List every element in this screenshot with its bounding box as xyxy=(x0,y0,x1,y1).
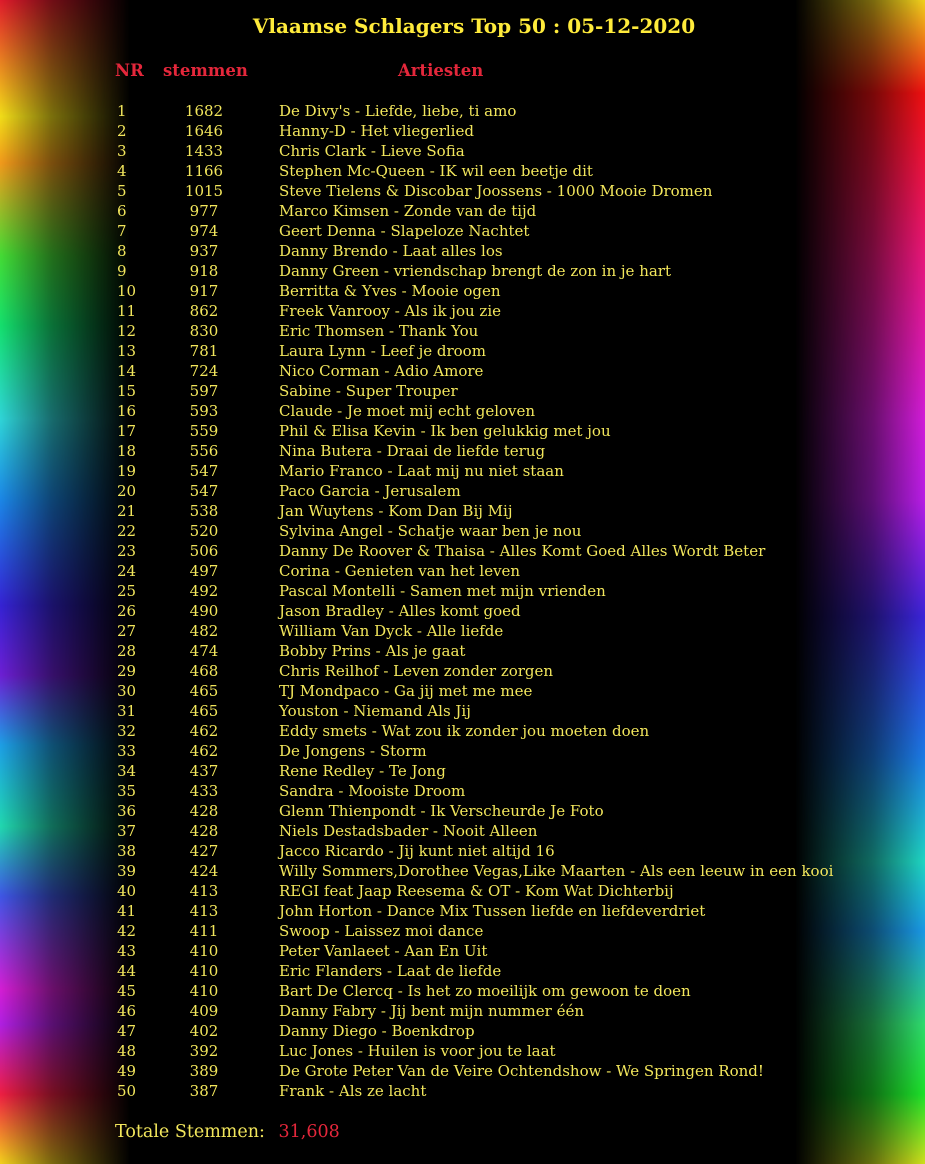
rank-number: 19 xyxy=(117,462,137,480)
rank-number: 21 xyxy=(117,502,137,520)
vote-count: 413 xyxy=(189,882,219,900)
rank-number: 25 xyxy=(117,582,137,600)
vote-count: 559 xyxy=(189,422,219,440)
rank-number: 42 xyxy=(117,922,137,940)
rank-number: 32 xyxy=(117,722,137,740)
song-title: Danny De Roover & Thaisa - Alles Komt Goed Alles Wordt Beter xyxy=(279,542,766,560)
list-item xyxy=(0,621,925,641)
song-title: Rene Redley - Te Jong xyxy=(279,762,446,780)
list-item xyxy=(0,321,925,341)
list-item xyxy=(0,941,925,961)
vote-count: 520 xyxy=(189,522,219,540)
vote-count: 413 xyxy=(189,902,219,920)
list-item xyxy=(0,601,925,621)
list-item xyxy=(0,561,925,581)
list-item xyxy=(0,141,925,161)
list-item xyxy=(0,641,925,661)
column-header-artists: Artiesten xyxy=(398,61,484,80)
vote-count: 468 xyxy=(189,662,219,680)
rank-number: 18 xyxy=(117,442,137,460)
vote-count: 490 xyxy=(189,602,219,620)
list-item xyxy=(0,681,925,701)
rank-number: 47 xyxy=(117,1022,137,1040)
rank-number: 10 xyxy=(117,282,137,300)
vote-count: 482 xyxy=(189,622,219,640)
list-item xyxy=(0,281,925,301)
song-title: Swoop - Laissez moi dance xyxy=(279,922,484,940)
rank-number: 2 xyxy=(117,122,127,140)
song-title: Claude - Je moet mij echt geloven xyxy=(279,402,536,420)
list-item xyxy=(0,221,925,241)
list-item xyxy=(0,421,925,441)
rank-number: 11 xyxy=(117,302,137,320)
rank-number: 16 xyxy=(117,402,137,420)
song-title: Youston - Niemand Als Jij xyxy=(279,702,471,720)
vote-count: 410 xyxy=(189,942,219,960)
song-title: Sandra - Mooiste Droom xyxy=(279,782,466,800)
list-item xyxy=(0,261,925,281)
song-title: Nico Corman - Adio Amore xyxy=(279,362,484,380)
rank-number: 22 xyxy=(117,522,137,540)
list-item xyxy=(0,381,925,401)
song-title: Geert Denna - Slapeloze Nachtet xyxy=(279,222,530,240)
song-title: Jan Wuytens - Kom Dan Bij Mij xyxy=(279,502,513,520)
list-item xyxy=(0,761,925,781)
song-title: Frank - Als ze lacht xyxy=(279,1082,427,1100)
vote-count: 1166 xyxy=(184,162,224,180)
list-item xyxy=(0,481,925,501)
song-title: Sabine - Super Trouper xyxy=(279,382,458,400)
song-title: Danny Green - vriendschap brengt de zon in je hart xyxy=(279,262,671,280)
vote-count: 462 xyxy=(189,722,219,740)
vote-count: 937 xyxy=(189,242,219,260)
vote-count: 506 xyxy=(189,542,219,560)
rank-number: 15 xyxy=(117,382,137,400)
list-item xyxy=(0,721,925,741)
vote-count: 974 xyxy=(189,222,219,240)
song-title: John Horton - Dance Mix Tussen liefde en liefdeverdriet xyxy=(279,902,706,920)
vote-count: 497 xyxy=(189,562,219,580)
vote-count: 410 xyxy=(189,982,219,1000)
column-header-votes: stemmen xyxy=(163,61,248,80)
rank-number: 34 xyxy=(117,762,137,780)
vote-count: 437 xyxy=(189,762,219,780)
vote-count: 593 xyxy=(189,402,219,420)
song-title: Jacco Ricardo - Jij kunt niet altijd 16 xyxy=(279,842,555,860)
rank-number: 17 xyxy=(117,422,137,440)
list-item xyxy=(0,201,925,221)
list-item xyxy=(0,1001,925,1021)
rank-number: 45 xyxy=(117,982,137,1000)
rank-number: 8 xyxy=(117,242,127,260)
song-title: Bobby Prins - Als je gaat xyxy=(279,642,466,660)
vote-count: 918 xyxy=(189,262,219,280)
list-item xyxy=(0,541,925,561)
vote-count: 492 xyxy=(189,582,219,600)
rank-number: 27 xyxy=(117,622,137,640)
song-title: Eric Thomsen - Thank You xyxy=(279,322,479,340)
rank-number: 3 xyxy=(117,142,127,160)
song-title: William Van Dyck - Alle liefde xyxy=(279,622,504,640)
list-item xyxy=(0,701,925,721)
song-title: Luc Jones - Huilen is voor jou te laat xyxy=(279,1042,556,1060)
song-title: Berritta & Yves - Mooie ogen xyxy=(279,282,501,300)
vote-count: 462 xyxy=(189,742,219,760)
rank-number: 37 xyxy=(117,822,137,840)
vote-count: 428 xyxy=(189,802,219,820)
vote-count: 1682 xyxy=(184,102,224,120)
vote-count: 547 xyxy=(189,462,219,480)
rank-number: 4 xyxy=(117,162,127,180)
rank-number: 5 xyxy=(117,182,127,200)
vote-count: 862 xyxy=(189,302,219,320)
song-title: Freek Vanrooy - Als ik jou zie xyxy=(279,302,501,320)
list-item xyxy=(0,581,925,601)
song-title: REGI feat Jaap Reesema & OT - Kom Wat Dichterbij xyxy=(279,882,674,900)
list-item xyxy=(0,101,925,121)
total-votes-value: 31,608 xyxy=(278,1122,340,1142)
song-title: Stephen Mc-Queen - IK wil een beetje dit xyxy=(279,162,593,180)
list-item xyxy=(0,661,925,681)
vote-count: 1646 xyxy=(184,122,224,140)
song-title: Laura Lynn - Leef je droom xyxy=(279,342,486,360)
song-title: Eddy smets - Wat zou ik zonder jou moeten doen xyxy=(279,722,650,740)
rank-number: 38 xyxy=(117,842,137,860)
vote-count: 597 xyxy=(189,382,219,400)
song-title: Sylvina Angel - Schatje waar ben je nou xyxy=(279,522,582,540)
song-title: Chris Reilhof - Leven zonder zorgen xyxy=(279,662,554,680)
list-item xyxy=(0,1041,925,1061)
song-title: Danny Diego - Boenkdrop xyxy=(279,1022,475,1040)
vote-count: 427 xyxy=(189,842,219,860)
song-title: Corina - Genieten van het leven xyxy=(279,562,521,580)
rank-number: 9 xyxy=(117,262,127,280)
list-item xyxy=(0,121,925,141)
vote-count: 1015 xyxy=(184,182,224,200)
rank-number: 1 xyxy=(117,102,127,120)
list-item xyxy=(0,1021,925,1041)
rank-number: 44 xyxy=(117,962,137,980)
song-title: Danny Fabry - Jij bent mijn nummer één xyxy=(279,1002,584,1020)
vote-count: 1433 xyxy=(184,142,224,160)
list-item xyxy=(0,801,925,821)
song-title: De Divy's - Liefde, liebe, ti amo xyxy=(279,102,517,120)
list-item xyxy=(0,981,925,1001)
list-item xyxy=(0,441,925,461)
rank-number: 6 xyxy=(117,202,127,220)
list-item xyxy=(0,341,925,361)
list-item xyxy=(0,461,925,481)
rank-number: 13 xyxy=(117,342,137,360)
rank-number: 40 xyxy=(117,882,137,900)
vote-count: 387 xyxy=(189,1082,219,1100)
page-title: Vlaamse Schlagers Top 50 : 05-12-2020 xyxy=(252,14,696,38)
song-title: De Grote Peter Van de Veire Ochtendshow - We Springen Rond! xyxy=(279,1062,764,1080)
rank-number: 29 xyxy=(117,662,137,680)
column-header-nr: NR xyxy=(115,61,144,80)
song-title: Willy Sommers,Dorothee Vegas,Like Maarten - Als een leeuw in een kooi xyxy=(279,862,834,880)
vote-count: 465 xyxy=(189,702,219,720)
rank-number: 48 xyxy=(117,1042,137,1060)
list-item xyxy=(0,921,925,941)
rank-number: 26 xyxy=(117,602,137,620)
list-item xyxy=(0,861,925,881)
list-item xyxy=(0,301,925,321)
vote-count: 433 xyxy=(189,782,219,800)
vote-count: 392 xyxy=(189,1042,219,1060)
song-title: Paco Garcia - Jerusalem xyxy=(279,482,461,500)
song-title: De Jongens - Storm xyxy=(279,742,427,760)
song-title: Phil & Elisa Kevin - Ik ben gelukkig met jou xyxy=(279,422,611,440)
song-title: Steve Tielens & Discobar Joossens - 1000 Mooie Dromen xyxy=(279,182,713,200)
song-title: Mario Franco - Laat mij nu niet staan xyxy=(279,462,564,480)
vote-count: 917 xyxy=(189,282,219,300)
vote-count: 410 xyxy=(189,962,219,980)
vote-count: 389 xyxy=(189,1062,219,1080)
list-item xyxy=(0,781,925,801)
rank-number: 23 xyxy=(117,542,137,560)
vote-count: 465 xyxy=(189,682,219,700)
song-title: Jason Bradley - Alles komt goed xyxy=(279,602,521,620)
song-title: Peter Vanlaeet - Aan En Uit xyxy=(279,942,488,960)
rank-number: 36 xyxy=(117,802,137,820)
rank-number: 30 xyxy=(117,682,137,700)
vote-count: 781 xyxy=(189,342,219,360)
vote-count: 538 xyxy=(189,502,219,520)
list-item xyxy=(0,501,925,521)
song-title: Niels Destadsbader - Nooit Alleen xyxy=(279,822,538,840)
vote-count: 724 xyxy=(189,362,219,380)
list-item xyxy=(0,1081,925,1101)
rank-number: 35 xyxy=(117,782,137,800)
list-item xyxy=(0,1061,925,1081)
list-item xyxy=(0,841,925,861)
vote-count: 402 xyxy=(189,1022,219,1040)
song-title: Chris Clark - Lieve Sofia xyxy=(279,142,465,160)
list-item xyxy=(0,361,925,381)
rank-number: 31 xyxy=(117,702,137,720)
rank-number: 33 xyxy=(117,742,137,760)
song-title: Nina Butera - Draai de liefde terug xyxy=(279,442,546,460)
rank-number: 50 xyxy=(117,1082,137,1100)
rank-number: 46 xyxy=(117,1002,137,1020)
total-votes xyxy=(115,1122,340,1142)
vote-count: 547 xyxy=(189,482,219,500)
rank-number: 39 xyxy=(117,862,137,880)
rank-number: 14 xyxy=(117,362,137,380)
song-title: TJ Mondpaco - Ga jij met me mee xyxy=(279,682,533,700)
vote-count: 428 xyxy=(189,822,219,840)
list-item xyxy=(0,241,925,261)
vote-count: 409 xyxy=(189,1002,219,1020)
song-title: Pascal Montelli - Samen met mijn vrienden xyxy=(279,582,606,600)
vote-count: 474 xyxy=(189,642,219,660)
vote-count: 411 xyxy=(189,922,219,940)
list-item xyxy=(0,161,925,181)
list-item xyxy=(0,181,925,201)
song-title: Bart De Clercq - Is het zo moeilijk om gewoon te doen xyxy=(279,982,691,1000)
song-title: Hanny-D - Het vliegerlied xyxy=(279,122,474,140)
rank-number: 20 xyxy=(117,482,137,500)
rank-number: 24 xyxy=(117,562,137,580)
vote-count: 556 xyxy=(189,442,219,460)
list-item xyxy=(0,881,925,901)
rank-number: 28 xyxy=(117,642,137,660)
song-title: Glenn Thienpondt - Ik Verscheurde Je Foto xyxy=(279,802,604,820)
rank-number: 12 xyxy=(117,322,137,340)
song-title: Danny Brendo - Laat alles los xyxy=(279,242,503,260)
rank-number: 49 xyxy=(117,1062,137,1080)
list-item xyxy=(0,521,925,541)
total-votes-label: Totale Stemmen: xyxy=(115,1122,265,1142)
rank-number: 41 xyxy=(117,902,137,920)
song-title: Marco Kimsen - Zonde van de tijd xyxy=(279,202,537,220)
song-title: Eric Flanders - Laat de liefde xyxy=(279,962,502,980)
vote-count: 424 xyxy=(189,862,219,880)
vote-count: 977 xyxy=(189,202,219,220)
vote-count: 830 xyxy=(189,322,219,340)
rank-number: 43 xyxy=(117,942,137,960)
list-item xyxy=(0,901,925,921)
list-item xyxy=(0,821,925,841)
list-item xyxy=(0,961,925,981)
rank-number: 7 xyxy=(117,222,127,240)
list-item xyxy=(0,741,925,761)
list-item xyxy=(0,401,925,421)
chart-list xyxy=(0,101,925,1101)
